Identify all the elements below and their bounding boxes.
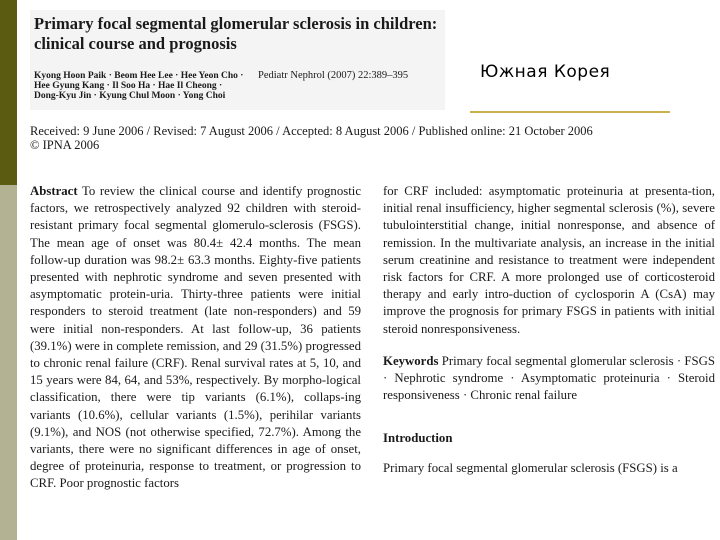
sidebar-light-band — [0, 185, 17, 540]
country-label: Южная Корея — [480, 62, 611, 82]
slide-sidebar — [0, 0, 17, 540]
introduction-text: Primary focal segmental glomerular sclerosis (FSGS) is a — [383, 461, 678, 476]
abstract-text: To review the clinical course and identify prognostic factors, we retrospectively analyzed 92 children with steroid-resistant primary focal segmental glomerulo-sclerosis (FSGS). The mean age of onset was 80.4± 42.4 months. The mean follow-up duration was 98.2± 63.3 months. Eighty-five patients presented with nephrotic syndrome and seven presented with asymptomatic protein-uria. Thirty-three patients were initial responders to steroid treatment (late non-responders) and 59 were initial non-responders. At last follow-up, 36 patients (39.1%) were in complete remission, and 29 (31.5%) progressed to chronic renal failure (CRF). Renal survival rates at 5, 10, and 15 years were 84, 64, and 53%, respectively. By morpho-logical classification, there were tip variants (6.1%), collaps-ing variants (10.6%), cellular variants (1.5%), perihilar variants (9.1%), and NOS (not otherwise specified, 72.7%). Among the variants, there were no significant differences in age of onset, degree of proteinuria, response to treatment, or progression to CRF. Poor prognostic factors — [30, 184, 361, 491]
abstract-label: Abstract — [30, 184, 78, 198]
authors-line-1: Kyong Hoon Paik · Beom Hee Lee · Hee Yeon Cho · — [34, 71, 244, 81]
keywords-label: Keywords — [383, 353, 439, 368]
abstract-continued-text: for CRF included: asymptomatic proteinuria at presenta-tion, initial renal insufficiency, higher segmental sclerosis (%), severe tubulointerstitial change, initial nonresponse, and absence of remission. In the multivariate analysis, an increase in the initial serum creatinine and resistance to treatment were independent risk factors for CRF. A more prolonged use of corticosteroid therapy and early intro-duction of cyclosporin A (CsA) may improve the prognosis for primary FSGS in patients with initial steroid nonresponsiveness. — [383, 184, 715, 336]
keywords-block — [383, 353, 715, 404]
abstract-column-left — [30, 183, 361, 493]
abstract-column-right — [383, 183, 715, 477]
paper-title — [34, 14, 444, 54]
publication-dates — [30, 124, 593, 152]
dates-line: Received: 9 June 2006 / Revised: 7 August 2006 / Accepted: 8 August 2006 / Published online: 21 October 2006 — [30, 124, 593, 138]
sidebar-dark-band — [0, 0, 17, 185]
keywords-text: Primary focal segmental glomerular sclerosis · FSGS · Nephrotic syndrome · Asymptomatic proteinuria · Steroid responsiveness · Chronic renal failure — [383, 353, 715, 402]
paper-authors — [34, 71, 249, 101]
paper-title-line-1: Primary focal segmental glomerular sclerosis in children: — [34, 14, 438, 33]
journal-citation: Pediatr Nephrol (2007) 22:389–395 — [258, 70, 409, 81]
introduction-heading: Introduction — [383, 430, 453, 445]
paper-title-line-2: clinical course and prognosis — [34, 34, 237, 53]
authors-line-3: Dong-Kyu Jin · Kyung Chul Moon · Yong Choi — [34, 91, 226, 101]
copyright-line: © IPNA 2006 — [30, 138, 100, 152]
header-divider — [470, 111, 670, 113]
authors-line-2: Hee Gyung Kang · Il Soo Ha · Hae Il Cheong · — [34, 81, 223, 91]
